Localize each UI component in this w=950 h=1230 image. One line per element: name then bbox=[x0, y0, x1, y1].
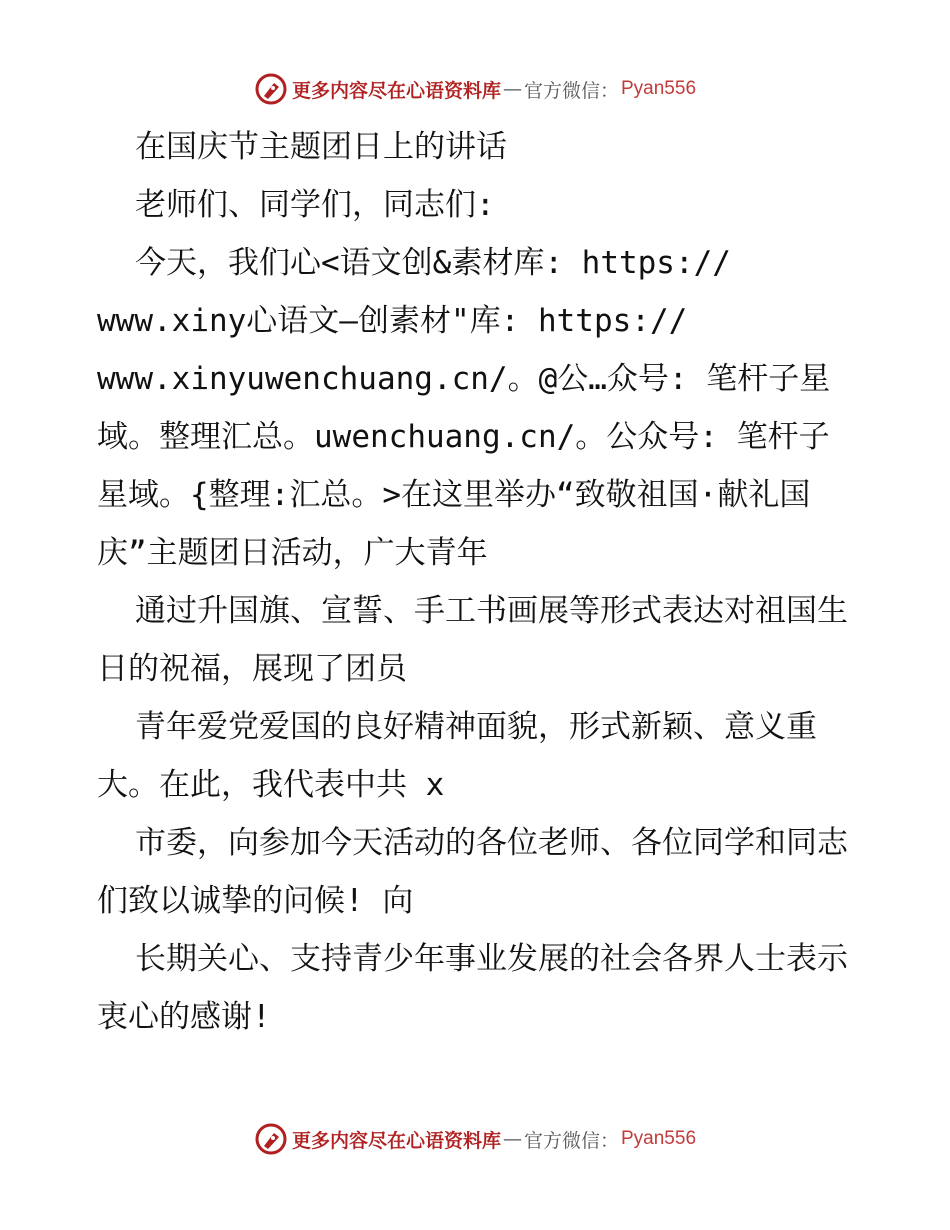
salutation: 老师们、同学们，同志们: bbox=[135, 187, 495, 223]
paragraph: 通过升国旗、宣誓、手工书画展等形式表达对祖国生日的祝福，展现了团员 bbox=[97, 593, 848, 687]
wechat-label: 官方微信： bbox=[523, 1129, 619, 1152]
wechat-id: Pyan556 bbox=[621, 1128, 697, 1149]
wechat-label: 官方微信： bbox=[523, 79, 619, 102]
header-watermark bbox=[0, 72, 950, 106]
footer-watermark bbox=[0, 1122, 950, 1156]
pen-nib-logo-icon bbox=[254, 72, 288, 106]
brand-separator: — bbox=[502, 78, 522, 100]
paragraph: 青年爱党爱国的良好精神面貌，形式新颖、意义重大。在此，我代表中共 x bbox=[97, 709, 817, 803]
wechat-id: Pyan556 bbox=[621, 78, 697, 99]
paragraph: 市委，向参加今天活动的各位老师、各位同学和同志们致以诚挚的问候! 向 bbox=[97, 825, 848, 919]
brand-text: 更多内容尽在心语资料库 bbox=[291, 1129, 501, 1152]
brand-separator: — bbox=[502, 1128, 522, 1150]
brand-text: 更多内容尽在心语资料库 bbox=[291, 79, 501, 102]
document-body bbox=[97, 118, 857, 1046]
pen-nib-logo-icon bbox=[254, 1122, 288, 1156]
paragraph: 今天，我们心<语文创&素材库: https:// www.xiny心语文—创素材"库: https:// www.xinyuwenchuang.cn/。@公…众号: 笔杆子星域。整理汇总。uwenchuang.cn/。公众号: 笔杆子星域。{整理:汇总。>在这里举办“致敬祖国·献礼国庆”主题团日活动，广大青年 bbox=[97, 245, 831, 571]
paragraph: 长期关心、支持青少年事业发展的社会各界人士表示衷心的感谢! bbox=[97, 941, 848, 1035]
document-title: 在国庆节主题团日上的讲话 bbox=[135, 129, 507, 165]
